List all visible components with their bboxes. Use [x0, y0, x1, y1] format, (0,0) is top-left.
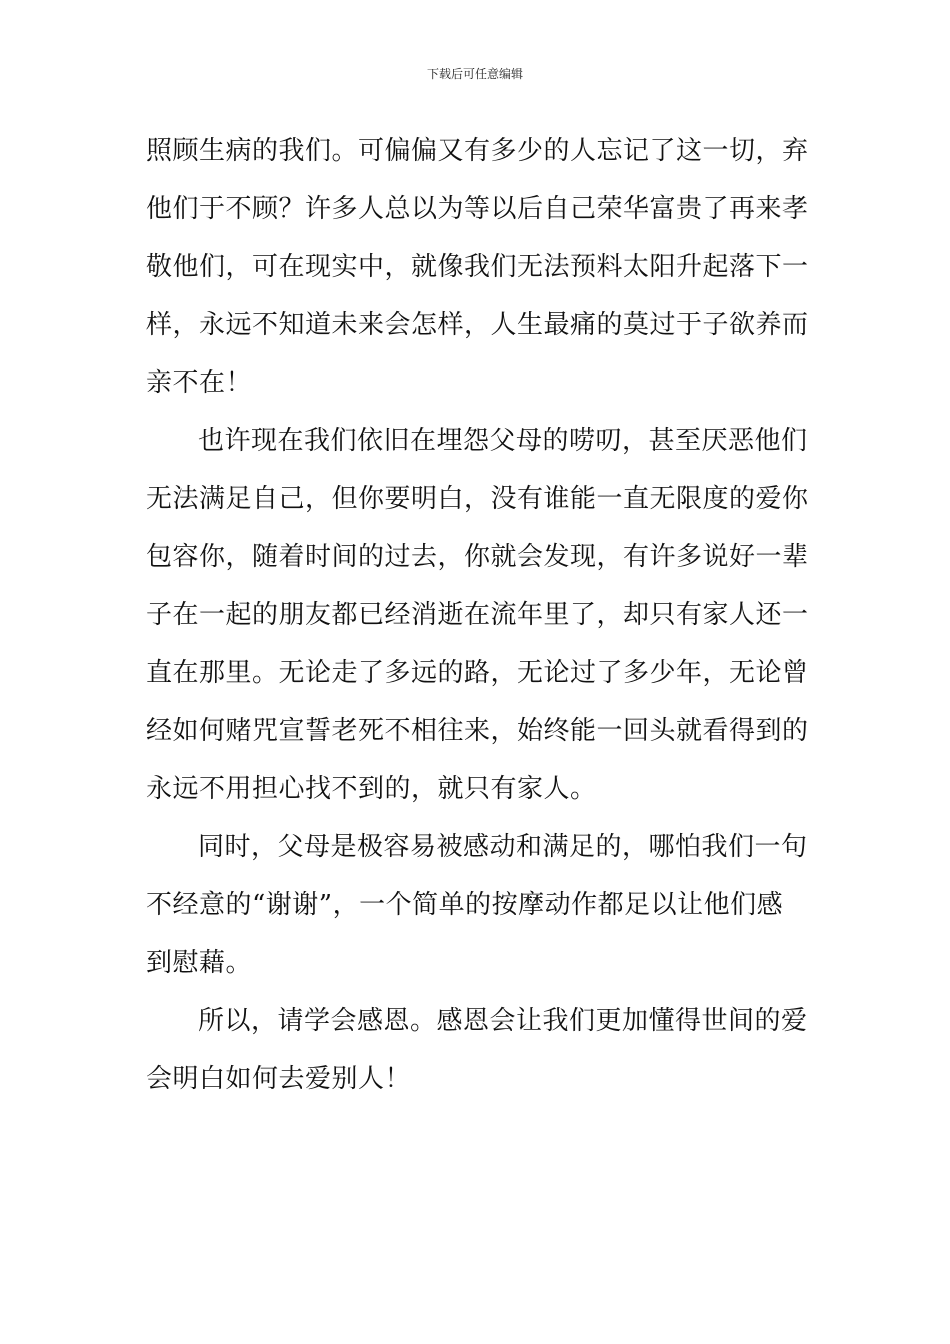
text-line: 亲不在！ [146, 368, 253, 398]
text-line: 到慰藉。 [146, 948, 253, 978]
text-line: 样，永远不知道未来会怎样，人生最痛的莫过于子欲养而 [146, 310, 809, 340]
text-line: 所以，请学会感恩。感恩会让我们更加懂得世间的爱 [198, 1006, 808, 1036]
text-line: 他们于不顾？许多人总以为等以后自己荣华富贵了再来孝 [146, 194, 809, 224]
text-line: 直在那里。无论走了多远的路，无论过了多少年，无论曾 [146, 658, 809, 688]
text-line: 会明白如何去爱别人！ [146, 1064, 412, 1094]
text-line: 经如何赌咒宣誓老死不相往来，始终能一回头就看得到的 [146, 716, 809, 746]
page-header: 下载后可任意编辑 [426, 67, 523, 81]
text-line: 包容你，随着时间的过去，你就会发现，有许多说好一辈 [146, 542, 809, 572]
text-line: 也许现在我们依旧在埋怨父母的唠叨，甚至厌恶他们 [198, 426, 808, 456]
text-line: 无法满足自己，但你要明白，没有谁能一直无限度的爱你 [146, 484, 809, 514]
text-line: 不经意的“谢谢”，一个简单的按摩动作都足以让他们感 [146, 890, 784, 920]
text-line: 子在一起的朋友都已经消逝在流年里了，却只有家人还一 [146, 600, 809, 630]
text-line: 永远不用担心找不到的，就只有家人。 [146, 774, 597, 804]
text-line: 同时，父母是极容易被感动和满足的，哪怕我们一句 [198, 832, 808, 862]
text-line: 敬他们，可在现实中，就像我们无法预料太阳升起落下一 [146, 252, 809, 282]
text-line: 照顾生病的我们。可偏偏又有多少的人忘记了这一切，弃 [146, 136, 809, 166]
